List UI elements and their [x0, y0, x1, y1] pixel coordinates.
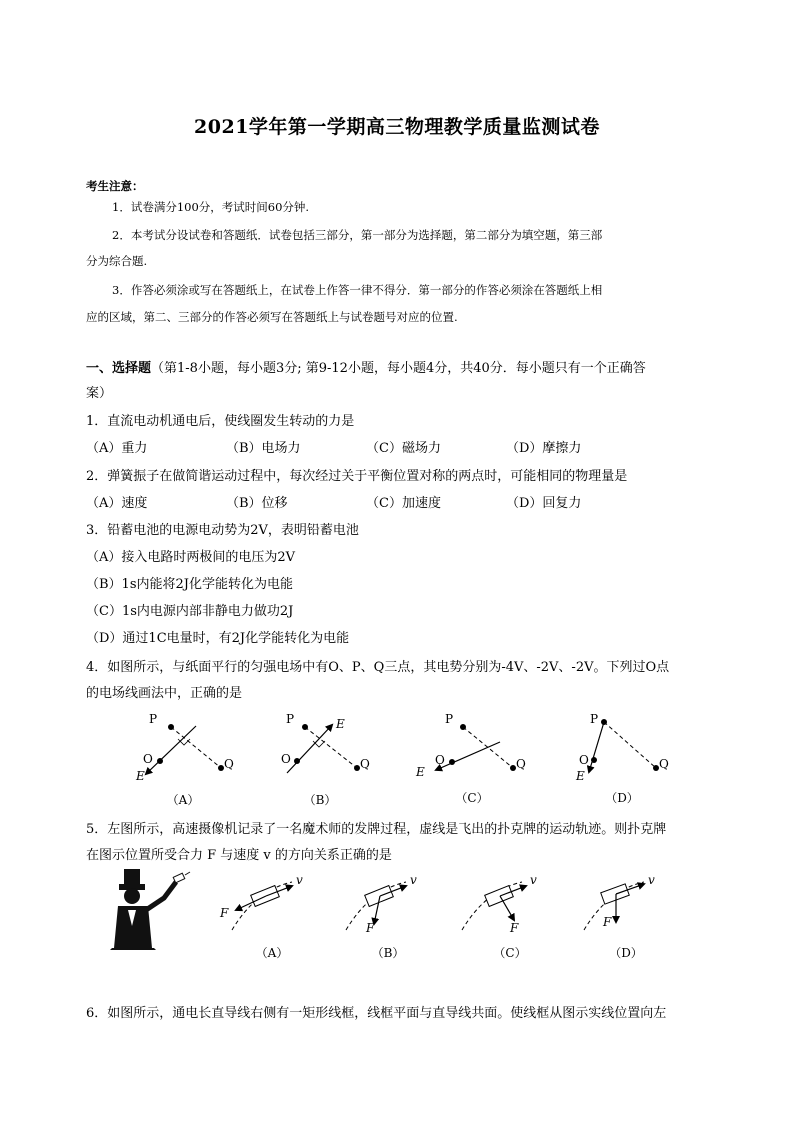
q4-figures	[0, 700, 794, 810]
magician-image	[110, 869, 190, 950]
label-e: E	[576, 769, 585, 783]
question-stem-cont: 的电场线画法中，正确的是	[86, 686, 243, 701]
option-a: （A）速度	[86, 496, 148, 511]
label-o: O	[281, 752, 291, 766]
caption-b: （B）	[371, 946, 405, 960]
notice-heading: 考生注意：	[86, 179, 144, 193]
label-e: E	[136, 769, 145, 783]
option-d: （D）摩擦力	[506, 441, 582, 456]
option-d: （D）通过1C电量时，有2J化学能转化为电能	[86, 631, 350, 646]
option-b: （B）位移	[226, 496, 288, 511]
option-b: （B）1s内能将2J化学能转化为电能	[86, 577, 293, 592]
label-f: F	[366, 921, 375, 935]
caption-d: （D）	[605, 791, 639, 805]
figure-b	[281, 712, 370, 773]
label-o: O	[579, 753, 589, 767]
label-p: P	[286, 712, 295, 726]
label-f: F	[603, 915, 612, 929]
question-stem-cont: 在图示位置所受合力 F 与速度 v 的方向关系正确的是	[86, 848, 392, 863]
label-q: Q	[224, 757, 234, 771]
figure-c	[462, 873, 537, 935]
label-v: v	[648, 873, 655, 887]
label-e: E	[416, 765, 425, 779]
section-heading	[86, 359, 712, 379]
label-v: v	[410, 873, 417, 887]
label-f: F	[510, 921, 519, 935]
section-desc: （第1-8小题，每小题3分; 第9-12小题，每小题4分，共40分．每小题只有一个正确答	[151, 361, 646, 376]
label-e: E	[336, 717, 345, 731]
caption-a: （A）	[255, 946, 289, 960]
label-o: O	[143, 752, 153, 766]
figure-d	[584, 873, 655, 930]
caption-a: （A）	[166, 793, 200, 807]
question-stem: 5．左图所示，高速摄像机记录了一名魔术师的发牌过程，虚线是飞出的扑克牌的运动轨迹。则扑克牌	[86, 822, 667, 837]
label-p: P	[149, 712, 158, 726]
option-b: （B）电场力	[226, 441, 301, 456]
figure-a	[135, 712, 234, 783]
caption-d: （D）	[609, 946, 643, 960]
caption-c: （C）	[493, 946, 527, 960]
option-c: （C）加速度	[366, 496, 441, 511]
notice-item: 1．试卷满分100分，考试时间60分钟.	[112, 200, 310, 214]
option-a: （A）重力	[86, 441, 148, 456]
label-f: F	[220, 906, 229, 920]
option-a: （A）接入电路时两极间的电压为2V	[86, 550, 296, 565]
question-stem: 4．如图所示，与纸面平行的匀强电场中有O、P、Q三点，其电势分别为-4V、-2V、-2V。下列过O点	[86, 660, 670, 675]
figure-a	[219, 873, 303, 930]
figure-d	[575, 712, 669, 783]
label-o: O	[435, 753, 445, 767]
option-d: （D）回复力	[506, 496, 582, 511]
section-desc-cont: 案）	[86, 386, 113, 401]
page-title: 2021学年第一学期高三物理教学质量监测试卷	[194, 116, 600, 138]
caption-c: （C）	[455, 791, 489, 805]
label-v: v	[296, 873, 303, 887]
question-stem: 2．弹簧振子在做简谐运动过程中，每次经过关于平衡位置对称的两点时，可能相同的物理量是	[86, 469, 628, 484]
question-stem: 1．直流电动机通电后，使线圈发生转动的力是	[86, 414, 355, 429]
label-p: P	[445, 712, 454, 726]
question-stem: 6．如图所示，通电长直导线右侧有一矩形线框，线框平面与直导线共面。使线框从图示实线位置向左	[86, 1006, 667, 1021]
option-c: （C）磁场力	[366, 441, 441, 456]
section-title: 一、选择题	[86, 361, 152, 376]
caption-b: （B）	[303, 793, 337, 807]
label-q: Q	[659, 757, 669, 771]
figure-c	[415, 712, 526, 779]
notice-item: 2．本考试分设试卷和答题纸．试卷包括三部分，第一部分为选择题，第二部分为填空题，第三部	[112, 228, 603, 242]
label-v: v	[530, 873, 537, 887]
figure-b	[346, 873, 417, 935]
label-q: Q	[516, 757, 526, 771]
question-stem: 3．铅蓄电池的电源电动势为2V，表明铅蓄电池	[86, 523, 359, 538]
option-c: （C）1s内电源内部非静电力做功2J	[86, 604, 294, 619]
notice-item: 分为综合题.	[86, 254, 148, 268]
notice-item: 应的区域，第二、三部分的作答必须写在答题纸上与试卷题号对应的位置.	[86, 310, 458, 324]
label-q: Q	[360, 757, 370, 771]
notice-item: 3．作答必须涂或写在答题纸上，在试卷上作答一律不得分．第一部分的作答必须涂在答题纸上相	[112, 283, 603, 297]
label-p: P	[590, 712, 599, 726]
